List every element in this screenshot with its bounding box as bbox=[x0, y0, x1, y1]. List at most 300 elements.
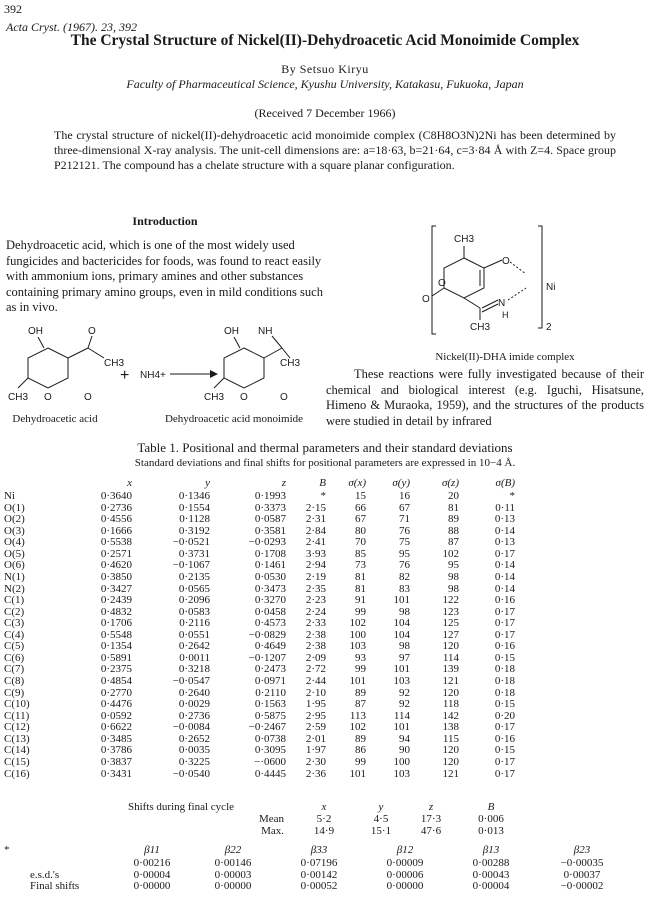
table-cell: 0·3218 bbox=[178, 663, 210, 676]
table-cell: 142 bbox=[442, 709, 459, 722]
table-cell: 0·0565 bbox=[178, 582, 210, 595]
table-cell: 0·3270 bbox=[254, 594, 286, 607]
atom-label: O(4) bbox=[4, 536, 25, 549]
received-date: (Received 7 December 1966) bbox=[254, 106, 396, 120]
imine-methyl-label: CH3 bbox=[470, 322, 491, 333]
table-cell: 0·00003 bbox=[214, 868, 252, 881]
nickel-complex-structure bbox=[418, 222, 608, 352]
table-cell: 0·1706 bbox=[100, 617, 132, 630]
table-row bbox=[4, 858, 630, 870]
table-cell: 2·59 bbox=[305, 721, 326, 734]
table-cell: 0·00004 bbox=[133, 868, 171, 881]
table-cell: 88 bbox=[448, 524, 459, 537]
table-cell: 98 bbox=[399, 605, 410, 618]
table-cell: 2·10 bbox=[305, 686, 326, 699]
table-cell: 0·1666 bbox=[100, 524, 132, 537]
atom-label: C(3) bbox=[4, 617, 25, 630]
table-cell: 0·3373 bbox=[254, 501, 286, 514]
table-cell: 92 bbox=[399, 686, 410, 699]
table-cell: 0·2110 bbox=[255, 686, 286, 699]
table-cell: 102 bbox=[442, 547, 459, 560]
table-row bbox=[4, 572, 515, 584]
table-cell: 121 bbox=[442, 675, 459, 687]
table-cell: 71 bbox=[399, 513, 410, 526]
table-cell: 0·4573 bbox=[254, 617, 286, 630]
anisotropic-header: β23 bbox=[573, 844, 591, 857]
complex-caption: Nickel(II)-DHA imide complex bbox=[435, 351, 575, 363]
table-cell: 120 bbox=[442, 686, 459, 699]
table1-header: x bbox=[127, 477, 132, 490]
table-cell: * bbox=[320, 490, 326, 502]
table-cell: 2·15 bbox=[305, 501, 326, 514]
atom-label: O(5) bbox=[4, 547, 25, 560]
table-cell: 0·1128 bbox=[179, 513, 210, 526]
table-cell: 81 bbox=[355, 582, 366, 595]
dha-hydroxyl-label: OH bbox=[28, 326, 43, 337]
table-cell: 15 bbox=[355, 490, 366, 502]
table-cell: 0·3192 bbox=[178, 524, 210, 537]
table-cell: 0·2571 bbox=[100, 547, 132, 560]
table-cell: 0·4620 bbox=[100, 559, 132, 572]
table-cell: 0·2642 bbox=[178, 640, 210, 653]
table-cell: 98 bbox=[399, 640, 410, 653]
table-cell: 2·94 bbox=[305, 559, 326, 572]
table1-header bbox=[4, 477, 70, 491]
shifts-header: x bbox=[321, 801, 327, 813]
table-cell: 101 bbox=[393, 594, 410, 607]
table-cell: 0·00216 bbox=[133, 857, 171, 869]
table-cell: −0·0293 bbox=[248, 536, 286, 549]
atom-label: C(16) bbox=[4, 767, 30, 780]
table-cell: 0·3473 bbox=[254, 582, 286, 595]
table-cell: 0·3731 bbox=[178, 547, 210, 560]
atom-label: C(7) bbox=[4, 663, 25, 676]
table-cell: 2·24 bbox=[305, 605, 326, 618]
table-cell: 101 bbox=[349, 675, 366, 687]
table-cell: 0·4476 bbox=[100, 698, 132, 711]
table-cell: 92 bbox=[399, 698, 410, 711]
dha-ring-oxygen-label: O bbox=[44, 392, 52, 403]
table-cell: 0·14 bbox=[494, 570, 515, 583]
imide-methyl-label: CH3 bbox=[280, 358, 301, 369]
table-cell: 2·35 bbox=[305, 582, 326, 595]
ring-oxygen-label: O bbox=[438, 278, 446, 289]
table-cell: 103 bbox=[393, 767, 410, 780]
table-cell: 0·5875 bbox=[254, 709, 286, 722]
table-cell: 0·00000 bbox=[214, 880, 252, 892]
table1-header: σ(z) bbox=[441, 477, 459, 490]
table-cell: 0·3485 bbox=[100, 732, 132, 745]
table-cell: 0·1563 bbox=[254, 698, 286, 711]
table-cell: 91 bbox=[355, 594, 366, 607]
table-cell: −0·1207 bbox=[248, 651, 286, 664]
table-cell: 0·1993 bbox=[254, 490, 286, 502]
table-cell: 0·3095 bbox=[254, 744, 286, 757]
table-cell: 0·2473 bbox=[254, 663, 286, 676]
dha-ketone-oxygen-label: O bbox=[88, 326, 96, 337]
table-cell: 2·72 bbox=[305, 663, 326, 676]
anisotropic-header: β13 bbox=[482, 844, 500, 857]
table-row bbox=[4, 676, 515, 688]
table-cell: 0·3431 bbox=[100, 767, 132, 780]
anisotropic-table bbox=[4, 844, 630, 893]
atom-label: C(4) bbox=[4, 628, 25, 641]
table-cell: 127 bbox=[442, 628, 459, 641]
journal-reference: Acta Cryst. (1967). 23, 392 bbox=[6, 20, 137, 34]
table-cell: 0·07196 bbox=[300, 857, 338, 869]
table-cell: 0·15 bbox=[494, 651, 515, 664]
table-cell: 86 bbox=[355, 744, 366, 757]
table-cell: 15·1 bbox=[370, 825, 392, 837]
table-cell: 103 bbox=[393, 675, 410, 687]
table-cell: 82 bbox=[399, 570, 410, 583]
table-cell: 0·2439 bbox=[100, 594, 132, 607]
table-cell: 73 bbox=[355, 559, 366, 572]
table-cell: 103 bbox=[349, 640, 366, 653]
atom-label: O(2) bbox=[4, 513, 25, 526]
table-cell: 0·2652 bbox=[178, 732, 210, 745]
table-cell: 99 bbox=[355, 663, 366, 676]
table-cell: 0·2375 bbox=[100, 663, 132, 676]
anisotropic-marker: * bbox=[4, 844, 10, 857]
table-cell: 0·16 bbox=[494, 732, 515, 745]
table-cell: 0·14 bbox=[494, 559, 515, 572]
table-cell: 139 bbox=[442, 663, 459, 676]
atom-label: C(8) bbox=[4, 675, 25, 687]
table-cell: −0·0829 bbox=[248, 628, 286, 641]
atom-label: Ni bbox=[4, 490, 15, 502]
table-row bbox=[128, 813, 524, 825]
table-cell: 0·00052 bbox=[300, 880, 338, 892]
table-cell: 0·00043 bbox=[472, 868, 510, 881]
table-cell: 0·1354 bbox=[100, 640, 132, 653]
table-cell: 0·18 bbox=[494, 686, 515, 699]
table-cell: 114 bbox=[393, 709, 410, 722]
table-cell: 100 bbox=[393, 755, 410, 768]
table-cell: 20 bbox=[448, 490, 459, 502]
table-cell: 99 bbox=[355, 755, 366, 768]
table-row bbox=[4, 699, 515, 711]
table-cell: 138 bbox=[442, 721, 459, 734]
table-cell: 2·30 bbox=[305, 755, 326, 768]
table1-header: y bbox=[205, 477, 210, 490]
table-cell: 16 bbox=[399, 490, 410, 502]
dha-carbonyl-oxygen-label: O bbox=[84, 392, 92, 403]
table-cell: 0·0530 bbox=[254, 570, 286, 583]
table-cell: 81 bbox=[355, 570, 366, 583]
table-cell: 89 bbox=[355, 732, 366, 745]
complex-subscript: 2 bbox=[546, 322, 552, 333]
table-cell: 0·11 bbox=[495, 501, 515, 514]
final-shifts-table bbox=[128, 801, 524, 837]
atom-label: N(1) bbox=[4, 570, 25, 583]
introduction-text: Dehydroacetic acid, which is one of the most widely used fungicides and bactericides for foods, was found to react easily with ammonium ions, primary amines and other substances containing primary amino groups, even in mild conditions such as in vivo. bbox=[6, 238, 323, 314]
table-cell: 115 bbox=[442, 732, 459, 745]
table1-subtitle: Standard deviations and final shifts for positional parameters are expressed in 10−4 Å. bbox=[134, 457, 516, 469]
table-cell: 2·36 bbox=[305, 767, 326, 780]
atom-label: C(6) bbox=[4, 651, 25, 664]
paper-title: The Crystal Structure of Nickel(II)-Dehydroacetic Acid Monoimide Complex bbox=[70, 32, 580, 49]
atom-label: O(1) bbox=[4, 501, 25, 514]
table-cell: 94 bbox=[399, 732, 410, 745]
table-cell: 0·2736 bbox=[100, 501, 132, 514]
continuation-text: These reactions were fully investigated because of their chemical and biological interest (e.g. Iguchi, Hisatsune, Himeno & Muraoka, 1959), and the structures of the products were studied in detail by infrared bbox=[326, 367, 644, 428]
nickel-label: Ni bbox=[546, 282, 556, 293]
table-cell: −0·2467 bbox=[248, 721, 286, 734]
table-cell: 122 bbox=[442, 594, 459, 607]
ni-methyl-label: CH3 bbox=[454, 234, 475, 245]
anisotropic-header: β11 bbox=[144, 844, 160, 857]
table-row bbox=[4, 595, 515, 607]
atom-label: C(13) bbox=[4, 732, 30, 745]
atom-label: C(15) bbox=[4, 755, 30, 768]
table-cell: 67 bbox=[355, 513, 366, 526]
table-cell: 99 bbox=[355, 605, 366, 618]
table-cell: 0·5548 bbox=[100, 628, 132, 641]
table-cell: 17·3 bbox=[420, 813, 442, 825]
table-cell: 95 bbox=[399, 547, 410, 560]
table-cell: 0·00288 bbox=[472, 857, 510, 869]
shifts-label: Shifts during final cycle bbox=[128, 801, 235, 813]
table-cell: 2·41 bbox=[305, 536, 326, 549]
table-cell: 104 bbox=[393, 617, 410, 630]
table-cell: 1·97 bbox=[305, 744, 326, 757]
table-cell: 0·17 bbox=[494, 605, 515, 618]
atom-label: C(1) bbox=[4, 594, 25, 607]
table-cell: 0·013 bbox=[478, 825, 504, 837]
table-cell: 95 bbox=[448, 559, 459, 572]
table-cell: 2·38 bbox=[305, 640, 326, 653]
table-cell: 87 bbox=[448, 536, 459, 549]
table-cell: 120 bbox=[442, 755, 459, 768]
table-cell: 0·0738 bbox=[254, 732, 286, 745]
imide-ring-methyl-label: CH3 bbox=[204, 392, 225, 403]
table1-header: B bbox=[319, 477, 326, 490]
table-cell: 98 bbox=[448, 582, 459, 595]
table-cell: 67 bbox=[399, 501, 410, 514]
table-cell: 100 bbox=[349, 628, 366, 641]
table-cell: 85 bbox=[355, 547, 366, 560]
table-row bbox=[4, 514, 515, 526]
table-cell: 0·1346 bbox=[178, 490, 210, 502]
table-cell: 2·38 bbox=[305, 628, 326, 641]
table-cell: 98 bbox=[448, 570, 459, 583]
table-cell: 76 bbox=[399, 559, 410, 572]
table-cell: 0·17 bbox=[494, 755, 515, 768]
table-cell: 0·1708 bbox=[254, 547, 286, 560]
table-cell: Mean bbox=[258, 813, 284, 825]
table-cell: −0·00002 bbox=[560, 880, 604, 892]
atom-label: C(12) bbox=[4, 721, 30, 734]
row-label: Final shifts bbox=[30, 880, 80, 892]
table-cell: 0·2135 bbox=[178, 570, 210, 583]
table-cell: 90 bbox=[399, 744, 410, 757]
table-cell: 75 bbox=[399, 536, 410, 549]
imine-nitrogen-label: N bbox=[498, 298, 506, 309]
plus-sign: + bbox=[120, 367, 130, 384]
table-cell: 5·2 bbox=[316, 813, 332, 825]
table-cell: 89 bbox=[448, 513, 459, 526]
table1-header: σ(B) bbox=[495, 477, 515, 490]
shifts-header: B bbox=[487, 801, 495, 813]
table-cell: Max. bbox=[261, 825, 284, 837]
table-cell: 0·00009 bbox=[386, 857, 424, 869]
table-cell: 3·93 bbox=[305, 547, 326, 560]
table-cell: 118 bbox=[442, 698, 459, 711]
anisotropic-header: β12 bbox=[396, 844, 414, 857]
table-cell: 0·2096 bbox=[178, 594, 210, 607]
abstract: The crystal structure of nickel(II)-dehydroacetic acid monoimide complex (C8H8O3N)2Ni has been determined by three-dimensional X-ray analysis. The unit-cell dimensions are: a=18·63, b=21·64, c=3·84 Å with Z=4. Space group P212121. The compound has a chelate structure with a square planar configuration. bbox=[54, 128, 616, 172]
imide-ring-oxygen-label: O bbox=[240, 392, 248, 403]
atom-label: C(10) bbox=[4, 698, 30, 711]
table-cell: 0·4556 bbox=[100, 513, 132, 526]
table-cell: 0·00004 bbox=[472, 880, 510, 892]
table-cell: −0·0521 bbox=[172, 536, 210, 549]
table-cell: 0·0592 bbox=[100, 709, 132, 722]
table-cell: 2·95 bbox=[305, 709, 326, 722]
table-cell: 0·0458 bbox=[254, 605, 286, 618]
table-cell: 0·1461 bbox=[254, 559, 286, 572]
atom-label: O(6) bbox=[4, 559, 25, 572]
table-cell: 121 bbox=[442, 767, 459, 780]
table-cell: 2·84 bbox=[305, 524, 326, 537]
positional-parameters-table bbox=[4, 477, 515, 780]
table-cell: 0·3850 bbox=[100, 570, 132, 583]
reaction-scheme bbox=[0, 322, 326, 414]
table1-header: σ(y) bbox=[392, 477, 410, 490]
table-cell: −·0600 bbox=[254, 755, 286, 768]
table-cell: 120 bbox=[442, 640, 459, 653]
shifts-header: y bbox=[378, 801, 384, 813]
shifts-header: z bbox=[428, 801, 434, 813]
table-cell: 4·5 bbox=[373, 813, 389, 825]
table-cell: 0·3640 bbox=[100, 490, 132, 502]
atom-label: C(11) bbox=[4, 709, 30, 722]
table-cell: 0·2116 bbox=[179, 617, 210, 630]
table-cell: 83 bbox=[399, 582, 410, 595]
table-cell: 0·15 bbox=[494, 744, 515, 757]
table-cell: 0·18 bbox=[494, 663, 515, 676]
table1-header: z bbox=[281, 477, 286, 490]
table-cell: 0·17 bbox=[494, 767, 515, 780]
atom-label: N(2) bbox=[4, 582, 25, 595]
table-cell: 2·23 bbox=[305, 594, 326, 607]
table-cell: 66 bbox=[355, 501, 366, 514]
table-cell: 120 bbox=[442, 744, 459, 757]
table-cell: 0·4854 bbox=[100, 675, 132, 687]
table-cell: 0·5891 bbox=[100, 651, 132, 664]
table-row bbox=[4, 881, 630, 893]
imide-carbonyl-oxygen-label: O bbox=[280, 392, 288, 403]
table-cell: 2·09 bbox=[305, 651, 326, 664]
dha-methyl-label: CH3 bbox=[8, 392, 29, 403]
table-cell: 0·0583 bbox=[178, 605, 210, 618]
atom-label: C(14) bbox=[4, 744, 30, 757]
table-cell: 93 bbox=[355, 651, 366, 664]
table-cell: 0·00146 bbox=[214, 857, 252, 869]
table-row bbox=[4, 491, 515, 503]
atom-label: O(3) bbox=[4, 524, 25, 537]
table-cell: 81 bbox=[448, 501, 459, 514]
table-row bbox=[4, 769, 515, 781]
table-cell: 0·006 bbox=[478, 813, 504, 825]
table-cell: 0·13 bbox=[494, 536, 515, 549]
table-cell: 2·44 bbox=[305, 675, 326, 687]
anisotropic-header: β33 bbox=[310, 844, 328, 857]
row-label bbox=[4, 858, 114, 870]
table-cell: 0·17 bbox=[494, 547, 515, 560]
table-row bbox=[4, 757, 515, 769]
table-cell: * bbox=[509, 490, 515, 502]
table-cell: 0·0587 bbox=[254, 513, 286, 526]
table-cell: 0·00142 bbox=[300, 868, 338, 881]
imide-hydroxyl-label: OH bbox=[224, 326, 239, 337]
table-cell: 0·17 bbox=[494, 721, 515, 734]
imide-nh-label: NH bbox=[258, 326, 273, 337]
table-cell: 0·15 bbox=[494, 698, 515, 711]
table-cell: 123 bbox=[442, 605, 459, 618]
table-cell: 70 bbox=[355, 536, 366, 549]
table-cell: −0·00035 bbox=[560, 857, 604, 869]
table-cell: 0·00037 bbox=[563, 868, 601, 881]
table-cell: 0·00000 bbox=[386, 880, 424, 892]
table-cell: 97 bbox=[399, 651, 410, 664]
table-cell: 2·19 bbox=[305, 570, 326, 583]
table-cell: 0·2640 bbox=[178, 686, 210, 699]
table-row bbox=[128, 825, 524, 837]
atom-label: C(9) bbox=[4, 686, 25, 699]
table-cell: 0·3225 bbox=[178, 755, 210, 768]
table-cell: 101 bbox=[393, 663, 410, 676]
dha-acetyl-methyl-label: CH3 bbox=[104, 358, 125, 369]
ammonium-label: NH4+ bbox=[140, 370, 166, 381]
table-cell: 47·6 bbox=[420, 825, 442, 837]
table-cell: −0·0547 bbox=[172, 675, 210, 687]
table-cell: 125 bbox=[442, 617, 459, 630]
table-cell: 0·1554 bbox=[178, 501, 210, 514]
table-cell: 0·4445 bbox=[254, 767, 286, 780]
chelate-oxygen-label: O bbox=[502, 256, 510, 267]
affiliation: Faculty of Pharmaceutical Science, Kyushu University, Katakasu, Fukuoka, Japan bbox=[126, 77, 524, 91]
table-cell: 0·3837 bbox=[100, 755, 132, 768]
table-cell: 2·31 bbox=[305, 513, 326, 526]
table-cell: 0·13 bbox=[494, 513, 515, 526]
table-cell: 0·20 bbox=[494, 709, 515, 722]
table-cell: 0·2770 bbox=[100, 686, 132, 699]
table-cell: −0·1067 bbox=[172, 559, 210, 572]
table-cell: 0·17 bbox=[494, 617, 515, 630]
table-cell: 1·95 bbox=[305, 698, 326, 711]
table-cell: 114 bbox=[442, 651, 459, 664]
table1-title: Table 1. Positional and thermal parameters and their standard deviations bbox=[137, 440, 513, 455]
table-cell: 0·16 bbox=[494, 594, 515, 607]
imine-hydrogen-label: H bbox=[502, 310, 509, 320]
table-cell: 102 bbox=[349, 617, 366, 630]
table-cell: 0·3581 bbox=[254, 524, 286, 537]
table-cell: 80 bbox=[355, 524, 366, 537]
table-cell: 2·01 bbox=[305, 732, 326, 745]
author: By Setsuo Kiryu bbox=[281, 62, 369, 76]
table-cell: 101 bbox=[393, 721, 410, 734]
table-cell: 0·5538 bbox=[100, 536, 132, 549]
table-cell: 0·0551 bbox=[178, 628, 210, 641]
table-cell: 104 bbox=[393, 628, 410, 641]
table-cell: 0·2736 bbox=[178, 709, 210, 722]
table-cell: 0·18 bbox=[494, 675, 515, 687]
monoimide-caption: Dehydroacetic acid monoimide bbox=[164, 413, 304, 425]
page-number: 392 bbox=[4, 2, 22, 16]
table-cell: 0·0035 bbox=[178, 744, 210, 757]
